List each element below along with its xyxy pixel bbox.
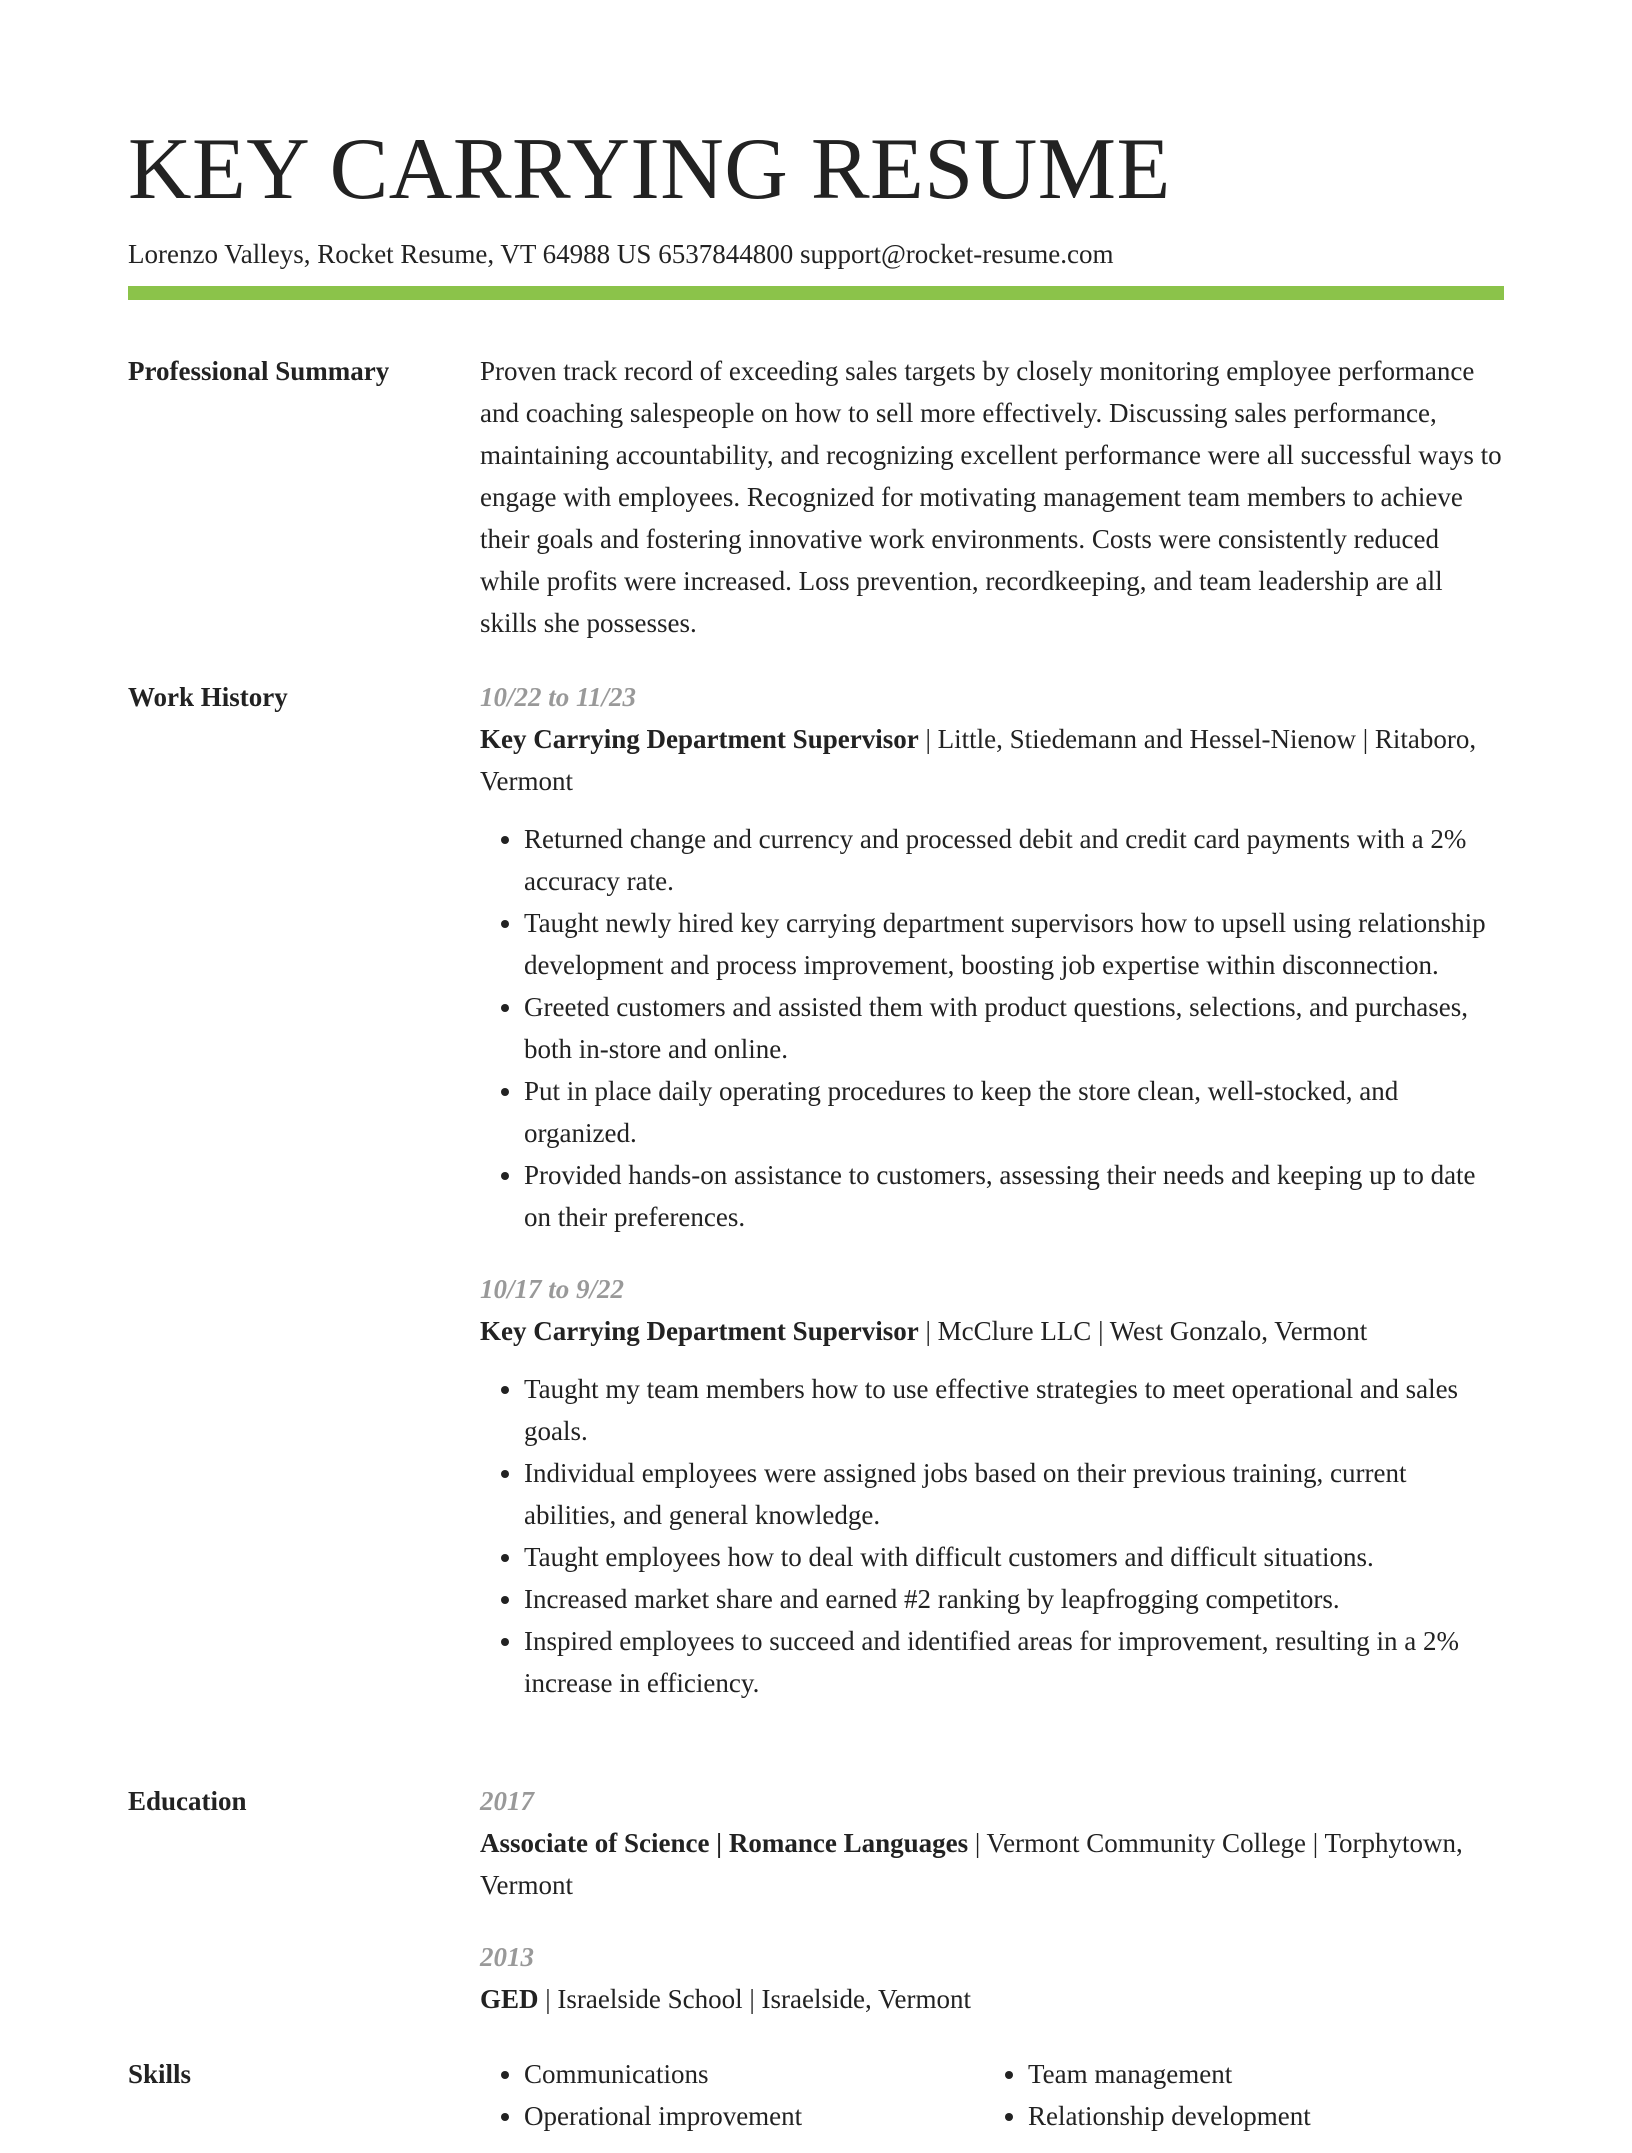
job-bullet: • Individual employees were assigned jobs based on their previous training, current abilities, and general knowledge. [524,1452,1504,1536]
education-line [480,1822,1504,1906]
job-bullet: • Taught employees how to deal with difficult customers and difficult situations. [524,1536,1504,1578]
job-dates: 10/17 to 9/22 [480,1274,625,1304]
education-entry [480,1780,1504,1906]
job-bullets [480,1368,1504,1704]
job-bullet: • Increased market share and earned #2 ranking by leapfrogging competitors. [524,1578,1504,1620]
education-school: | Israelside School | Israelside, Vermont [538,1984,971,2014]
education-entry [480,1936,1504,2020]
job-bullets [480,818,1504,1238]
resume-title: KEY CARRYING RESUME [128,121,1171,218]
job-employer: | McClure LLC | West Gonzalo, Vermont [918,1316,1368,1346]
work-history-section [128,676,1504,1776]
summary-section [128,350,1504,660]
skill-item: • Relationship development [1028,2095,1488,2137]
job-bullet: • Provided hands-on assistance to customers, assessing their needs and keeping up to date on their preferences. [524,1154,1504,1238]
job-entry [480,676,1504,1238]
education-school: | Vermont Community College | Torphytown, Vermont [480,1828,1463,1900]
education-year: 2017 [480,1786,534,1816]
contact-line: Lorenzo Valleys, Rocket Resume, VT 64988 US 6537844800 support@rocket-resume.com [128,239,1114,269]
skills-label: Skills [128,2059,192,2089]
job-bullet: • Inspired employees to succeed and identified areas for improvement, resulting in a 2% increase in efficiency. [524,1620,1504,1704]
summary-body [480,350,1504,644]
job-title-line [480,718,1504,802]
skill-item: • Operational improvement [524,2095,984,2137]
skill-item: • Communications [524,2053,984,2095]
job-bullet: • Taught my team members how to use effective strategies to meet operational and sales goals. [524,1368,1504,1452]
job-title: Key Carrying Department Supervisor [480,724,919,754]
job-bullet: • Greeted customers and assisted them with product questions, selections, and purchases, both in-store and online. [524,986,1504,1070]
education-section [128,1780,1504,2020]
job-dates: 10/22 to 11/23 [480,682,637,712]
skills-body [480,2053,1504,2137]
skills-list-right [984,2053,1488,2137]
skills-columns [480,2053,1504,2137]
job-title-line [480,1310,1504,1352]
summary-label: Professional Summary [128,356,390,386]
summary-text: Proven track record of exceeding sales targets by closely monitoring employee performance and coaching salespeople on how to sell more effectively. Discussing sales performance, maintaining accountability, and recognizing excellent performance were all successful ways to engage with employees. Recognized for motivating management team members to achieve their goals and fostering innovative work environments. Costs were consistently reduced while profits were increased. Loss prevention, recordkeeping, and team leadership are all skills she possesses. [480,356,1502,638]
skills-list-left [480,2053,984,2137]
education-year: 2013 [480,1942,534,1972]
job-entry [480,1268,1504,1704]
education-degree: GED [480,1984,539,2014]
skills-section [128,2053,1504,2153]
education-line [480,1978,1504,2020]
job-title: Key Carrying Department Supervisor [480,1316,919,1346]
job-bullet: • Taught newly hired key carrying department supervisors how to upsell using relationship development and process improvement, boosting job expertise within disconnection. [524,902,1504,986]
job-bullet: • Put in place daily operating procedures to keep the store clean, well-stocked, and organized. [524,1070,1504,1154]
job-bullet: • Returned change and currency and processed debit and credit card payments with a 2% accuracy rate. [524,818,1504,902]
education-body [480,1780,1504,2050]
education-label: Education [128,1786,247,1816]
resume-header [128,118,1504,272]
work-history-label: Work History [128,682,288,712]
skill-item: • Team management [1028,2053,1488,2095]
accent-divider [128,286,1504,300]
work-history-body [480,676,1504,1734]
job-employer: | Little, Stiedemann and Hessel-Nienow | Ritaboro, Vermont [480,724,1477,796]
education-degree: Associate of Science | Romance Languages [480,1828,969,1858]
